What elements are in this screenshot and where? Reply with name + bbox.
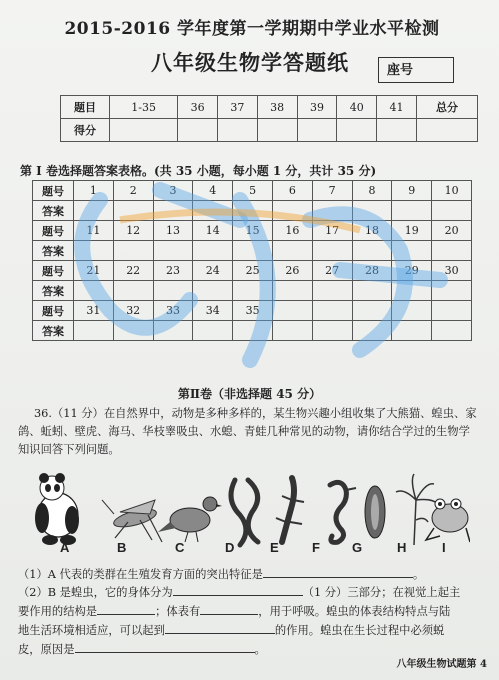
question-number-cell: 15 [233,221,273,241]
answer-cell[interactable] [193,241,233,261]
answer-cell[interactable] [352,281,392,301]
question-number-cell: 6 [272,181,312,201]
answer-grid [32,180,472,341]
seat-number-box[interactable]: 座号 [378,57,454,83]
answer-cell[interactable] [432,321,472,341]
question-number-cell: 14 [193,221,233,241]
frog-icon [426,499,470,542]
row-label: 答案 [33,281,74,301]
answer-blank[interactable] [263,565,413,578]
answer-cell[interactable] [272,281,312,301]
question-number-cell: 29 [392,261,432,281]
question-number-cell: 19 [392,221,432,241]
sub2-text-g: 的作用。蝗虫在生长过程中必须蜕 [274,624,445,637]
question-number-cell: 34 [193,301,233,321]
question-number-cell: 24 [193,261,233,281]
question-36-text: 36.（11 分）在自然界中，动物是多种多样的，某生物兴趣小组收集了大熊猫、蝗虫、家鸽、蚯蚓、壁虎、海马、华枝睾吸虫、水螅、青蛙几种常见的动物，请你结合学过的生物学知识回答下列问题。 [18,407,477,456]
animal-label-i: I [442,540,446,555]
score-header-cell: 总分 [416,96,477,119]
answer-cell[interactable] [193,321,233,341]
question-number-cell: 10 [432,181,472,201]
row-label: 答案 [33,241,74,261]
question-number-cell: 12 [113,221,153,241]
gecko-icon [276,478,304,542]
score-header-cell: 39 [297,96,337,119]
question-36-sub2: （2）B 是蝗虫，它的身体分为 （1 分）三部分；在视觉上起主 要作用的结构是 ；体表有 ，用于呼吸。蝗虫的体表结构特点与陆 地生活环境相适应，可以起到 的作用。蝗虫在生长过程中必须蜕 皮，原因是 。 [18,583,480,659]
question-number-cell: 2 [113,181,153,201]
answer-cell[interactable] [233,201,273,221]
question-36-sub1: （1）A 代表的类群在生殖发育方面的突出特征是 。 [18,565,480,584]
question-number-cell: 35 [233,301,273,321]
answer-cell[interactable] [153,281,193,301]
sub2-text-c: 要作用的结构是 [18,605,98,618]
section2-heading: 第Ⅱ卷（非选择题 45 分） [177,387,322,401]
score-header-cell: 题目 [61,96,110,119]
row-label: 答案 [33,321,74,341]
answer-blank[interactable] [97,602,155,615]
answer-row [33,201,472,221]
question-number-cell [272,301,312,321]
score-header-cell: 40 [337,96,377,119]
score-cell[interactable] [416,119,477,142]
score-header-cell: 1-35 [110,96,178,119]
question-number-cell: 31 [74,301,114,321]
answer-cell[interactable] [74,321,114,341]
score-header-cell: 38 [257,96,297,119]
answer-cell[interactable] [153,321,193,341]
question-number-cell: 22 [113,261,153,281]
sub2-text-f: 地生活环境相适应，可以起到 [18,624,165,637]
question-number-cell: 13 [153,221,193,241]
answer-cell[interactable] [392,321,432,341]
question-number-cell: 25 [233,261,273,281]
answer-blank[interactable] [165,621,275,634]
score-cell[interactable] [110,119,178,142]
pigeon-icon [158,497,222,542]
question-number-cell: 4 [193,181,233,201]
question-number-cell: 23 [153,261,193,281]
sub2-text-e: ，用于呼吸。蝗虫的体表结构特点与陆 [258,605,451,618]
answer-cell[interactable] [193,201,233,221]
question-number-cell: 21 [74,261,114,281]
answer-row [33,281,472,301]
score-header-cell: 37 [218,96,258,119]
question-number-cell: 20 [432,221,472,241]
question-number-cell: 9 [392,181,432,201]
question-number-cell: 16 [272,221,312,241]
answer-cell[interactable] [272,201,312,221]
animal-label-e: E [270,540,279,555]
question-36 [18,405,480,459]
animal-label-b: B [117,540,127,555]
exam-title: 2015-2016 学年度第一学期期中学业水平检测 [64,19,440,39]
score-cell[interactable] [297,119,337,142]
answer-cell[interactable] [432,201,472,221]
score-row-label: 得分 [61,119,110,142]
sheet-subtitle: 八年级生物学答题纸 [151,50,349,75]
answer-cell[interactable] [74,201,114,221]
question-number-row [33,261,472,281]
question-number-cell [312,301,352,321]
sub1-text: （1）A 代表的类群在生殖发育方面的突出特征是 [18,568,263,581]
answer-cell[interactable] [312,321,352,341]
question-number-cell: 1 [74,181,114,201]
row-label: 题号 [33,301,74,321]
question-number-cell [432,301,472,321]
answer-cell[interactable] [392,241,432,261]
question-number-cell: 7 [312,181,352,201]
question-number-cell: 8 [352,181,392,201]
answer-cell[interactable] [272,321,312,341]
question-number-cell: 18 [352,221,392,241]
score-cell[interactable] [337,119,377,142]
question-number-cell: 30 [432,261,472,281]
locust-icon [102,500,162,542]
question-number-cell: 32 [113,301,153,321]
animal-label-h: H [397,540,407,555]
question-number-row [33,181,472,201]
score-cell[interactable] [178,119,218,142]
animal-label-d: D [225,540,235,555]
score-cell[interactable] [218,119,258,142]
question-number-cell: 27 [312,261,352,281]
question-number-cell [352,301,392,321]
answer-cell[interactable] [312,201,352,221]
question-number-row [33,301,472,321]
answer-cell[interactable] [392,281,432,301]
answer-row [33,321,472,341]
score-cell[interactable] [257,119,297,142]
animal-illustrations [30,470,470,550]
sub2-text-b: （1 分）三部分；在视觉上起主 [302,586,461,599]
answer-cell[interactable] [352,201,392,221]
panda-icon [35,473,79,545]
answer-cell[interactable] [352,321,392,341]
score-table [60,95,478,142]
answer-cell[interactable] [233,321,273,341]
answer-row [33,241,472,261]
answer-cell[interactable] [193,281,233,301]
answer-blank[interactable] [200,602,258,615]
answer-cell[interactable] [392,201,432,221]
question-number-cell: 3 [153,181,193,201]
row-label: 答案 [33,201,74,221]
answer-cell[interactable] [113,201,153,221]
row-label: 题号 [33,181,74,201]
answer-cell[interactable] [233,281,273,301]
animal-label-a: A [60,540,70,555]
sub2-text-h: 皮，原因是 [18,643,75,656]
answer-cell[interactable] [432,281,472,301]
row-label: 题号 [33,221,74,241]
animal-label-g: G [352,540,363,555]
score-header-row [61,96,478,119]
section1-heading: 第 I 卷选择题答案表格。(共 35 小题，每小题 1 分，共计 35 分) [20,164,377,178]
sub2-text-d: ；体表有 [155,605,201,618]
answer-cell[interactable] [233,241,273,261]
score-header-cell: 36 [178,96,218,119]
seahorse-icon [330,482,356,542]
answer-cell[interactable] [74,241,114,261]
question-number-cell: 17 [312,221,352,241]
row-label: 题号 [33,261,74,281]
question-number-cell: 5 [233,181,273,201]
answer-blank[interactable] [75,640,255,653]
score-cell[interactable] [377,119,417,142]
earthworm-icon [231,480,258,545]
answer-cell[interactable] [352,241,392,261]
answer-cell[interactable] [432,241,472,261]
sub2-text-a: （2）B 是蝗虫，它的身体分为 [18,586,173,599]
answer-cell[interactable] [113,321,153,341]
answer-blank[interactable] [173,583,303,596]
hydra-icon [396,474,438,545]
animal-label-f: F [312,540,320,555]
animal-label-c: C [175,540,185,555]
question-number-cell: 26 [272,261,312,281]
question-number-cell [392,301,432,321]
question-number-row [33,221,472,241]
score-header-cell: 41 [377,96,417,119]
question-number-cell: 33 [153,301,193,321]
page-footer: 八年级生物试题第 4 [396,659,487,670]
answer-cell[interactable] [312,281,352,301]
question-number-cell: 11 [74,221,114,241]
answer-cell[interactable] [272,241,312,261]
answer-cell[interactable] [113,241,153,261]
answer-cell[interactable] [153,201,193,221]
fluke-icon [365,486,385,538]
score-value-row [61,119,478,142]
question-number-cell: 28 [352,261,392,281]
answer-cell[interactable] [153,241,193,261]
answer-cell[interactable] [312,241,352,261]
answer-cell[interactable] [113,281,153,301]
answer-cell[interactable] [74,281,114,301]
